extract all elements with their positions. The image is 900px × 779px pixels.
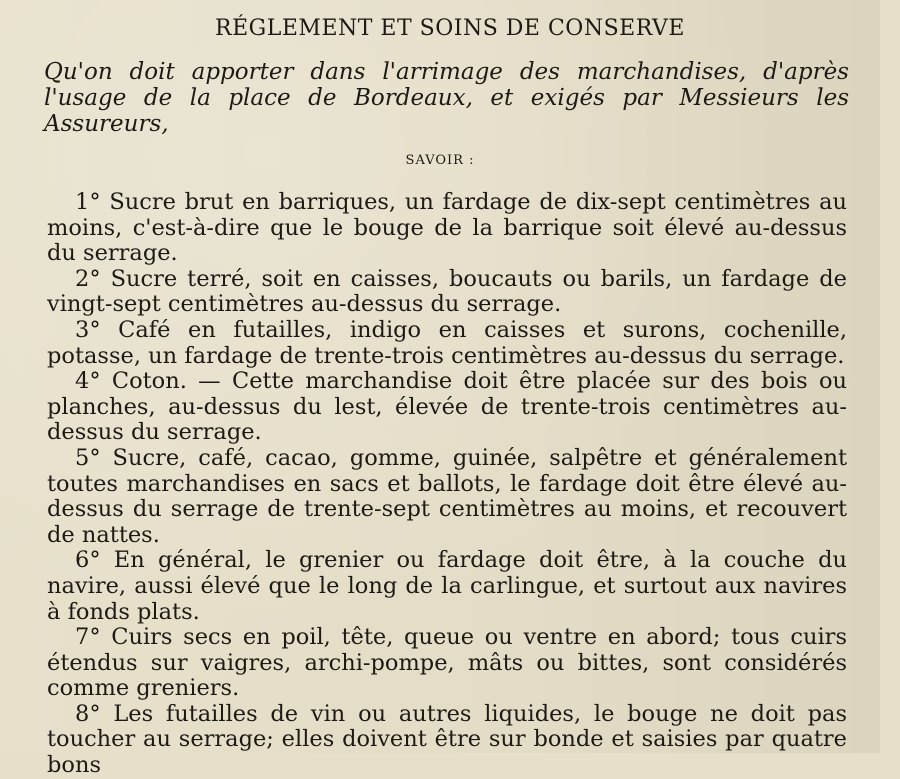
paragraph: 1° Sucre brut en barriques, un fardage de dix-sept centimètres au moins, c'est-à-dire que le bouge de la barrique soit élevé au-dessus du serrage. [47,189,847,267]
paragraph: 8° Les futailles de vin ou autres liquides, le bouge ne doit pas toucher au serrage; elles doivent être sur bonde et saisies par quatre bons [47,700,847,779]
intro-text: Qu'on doit apporter dans l'arrimage des marchandises, d'après l'usage de la place de Bordeaux, et exigés par Messieurs les Assureurs, [44,59,849,137]
paragraph: 5° Sucre, café, cacao, gomme, guinée, salpêtre et généralement toutes marchandises en sacs et ballots, le fardage doit être élevé au-dessus du serrage de trente-sept centimètres au moins, et recouvert de nattes. [47,444,847,548]
paragraph: 6° En général, le grenier ou fardage doit être, à la couche du navire, aussi élevé que le long de la carlingue, et surtout aux navires à fonds plats. [47,547,847,625]
paragraph: 2° Sucre terré, soit en caisses, boucauts ou barils, un fardage de vingt-sept centimètres au-dessus du serrage. [47,265,847,318]
paragraph: 7° Cuirs secs en poil, tête, queue ou ventre en abord; tous cuirs étendus sur vaigres, archi-pompe, mâts ou bittes, sont considérés comme greniers. [47,624,847,702]
page-title: RÉGLEMENT ET SOINS DE CONSERVE [215,16,685,41]
document-body [47,190,847,779]
paragraph: 4° Coton. — Cette marchandise doit être placée sur des bois ou planches, au-dessus du lest, élevée de trente-trois centimètres au-dessus du serrage. [47,368,847,446]
section-heading: SAVOIR : [405,153,475,168]
paragraph: 3° Café en futailles, indigo en caisses et surons, cochenille, potasse, un fardage de trente-trois centimètres au-dessus du serrage. [47,316,847,369]
